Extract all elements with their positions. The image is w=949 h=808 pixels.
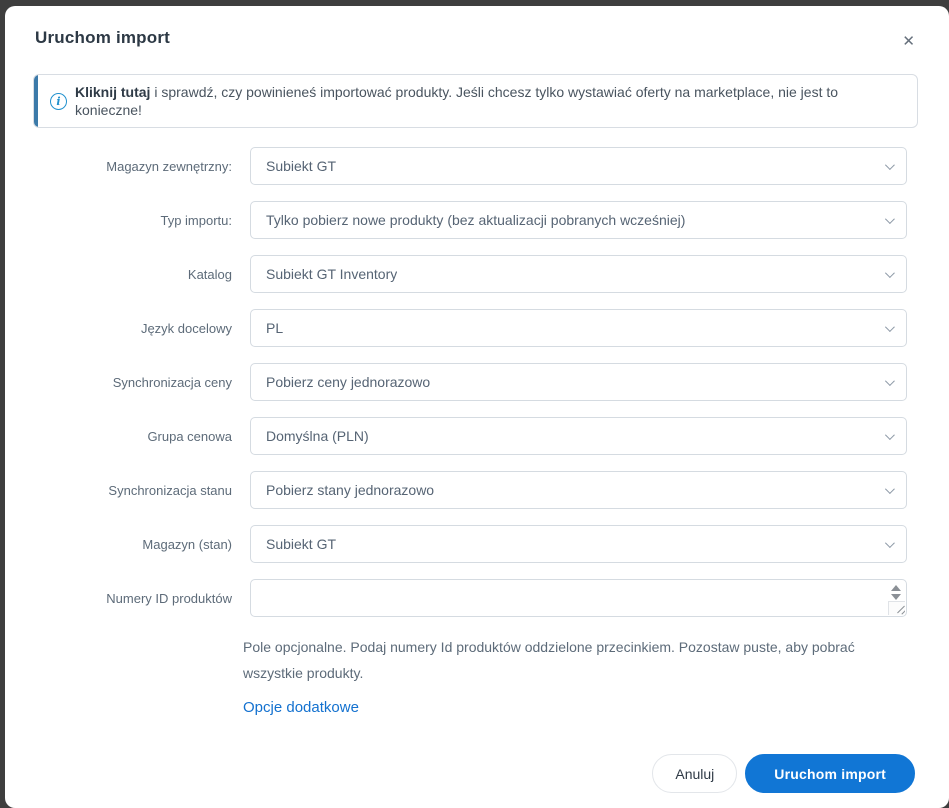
form-row-price-group [30, 417, 907, 455]
price-sync-select[interactable] [250, 363, 907, 401]
field-label: Magazyn zewnętrzny: [106, 158, 232, 174]
select-value: Tylko pobierz nowe produkty (bez aktualizacji pobranych wcześniej) [266, 212, 686, 229]
chevron-down-icon [885, 430, 895, 440]
chevron-down-icon [885, 484, 895, 494]
info-icon: i [50, 93, 67, 110]
select-value: Subiekt GT [266, 158, 337, 175]
stock-sync-select[interactable] [250, 471, 907, 509]
stock-warehouse-select[interactable] [250, 525, 907, 563]
import-type-select[interactable] [250, 201, 907, 239]
form-row-catalog [30, 255, 907, 293]
select-value: Domyślna (PLN) [266, 428, 369, 445]
banner-accent-bar [34, 75, 38, 127]
run-import-dialog [5, 6, 949, 808]
product-ids-input[interactable] [251, 580, 906, 616]
external-warehouse-select[interactable] [250, 147, 907, 185]
chevron-down-icon [885, 214, 895, 224]
price-group-select[interactable] [250, 417, 907, 455]
chevron-down-icon [885, 376, 895, 386]
form-row-price-sync [30, 363, 907, 401]
run-import-button[interactable]: Uruchom import [745, 754, 915, 793]
spinner-icons [888, 582, 903, 602]
field-label: Synchronizacja ceny [112, 374, 232, 390]
spinner-up-icon[interactable] [891, 585, 901, 591]
spinner-down-icon[interactable] [891, 594, 901, 600]
chevron-down-icon [885, 160, 895, 170]
field-label: Katalog [187, 266, 232, 282]
optional-field-note: Pole opcjonalne. Podaj numery Id produktów oddzielone przecinkiem. Pozostaw puste, aby pobrać wszystkie produkty. [243, 639, 855, 681]
target-language-select[interactable] [250, 309, 907, 347]
resize-grip-icon[interactable] [888, 601, 905, 615]
dialog-title: Uruchom import [35, 28, 171, 47]
catalog-select[interactable] [250, 255, 907, 293]
number-input-box [250, 579, 907, 617]
cancel-button[interactable]: Anuluj [652, 754, 737, 793]
close-icon[interactable]: ✕ [896, 30, 921, 53]
form-row-stock-sync [30, 471, 907, 509]
dialog-header [5, 6, 949, 53]
form-row-stock-warehouse [30, 525, 907, 563]
form-row-import-type [30, 201, 907, 239]
field-label: Numery ID produktów [106, 590, 232, 606]
field-label: Grupa cenowa [147, 428, 232, 444]
select-value: Pobierz stany jednorazowo [266, 482, 435, 499]
select-value: PL [266, 320, 284, 337]
chevron-down-icon [885, 322, 895, 332]
import-form [5, 128, 949, 617]
banner-rest-text: i sprawdź, czy powinieneś importować produkty. Jeśli chcesz tylko wystawiać oferty na marketplace, nie jest to konieczne! [75, 84, 839, 119]
info-banner [33, 74, 918, 128]
chevron-down-icon [885, 268, 895, 278]
field-label: Magazyn (stan) [142, 536, 232, 552]
dialog-footer [652, 754, 915, 793]
form-row-target-language [30, 309, 907, 347]
select-value: Pobierz ceny jednorazowo [266, 374, 431, 391]
more-options-link[interactable]: Opcje dodatkowe [243, 698, 359, 716]
form-row-external-warehouse [30, 147, 907, 185]
field-label: Synchronizacja stanu [108, 482, 232, 498]
select-value: Subiekt GT [266, 536, 337, 553]
chevron-down-icon [885, 538, 895, 548]
select-value: Subiekt GT Inventory [266, 266, 398, 283]
banner-text [75, 83, 903, 119]
form-row-product-ids [30, 579, 907, 617]
field-label: Typ importu: [160, 212, 232, 228]
banner-click-here-link[interactable]: Kliknij tutaj [75, 84, 151, 100]
field-label: Język docelowy [140, 320, 232, 336]
